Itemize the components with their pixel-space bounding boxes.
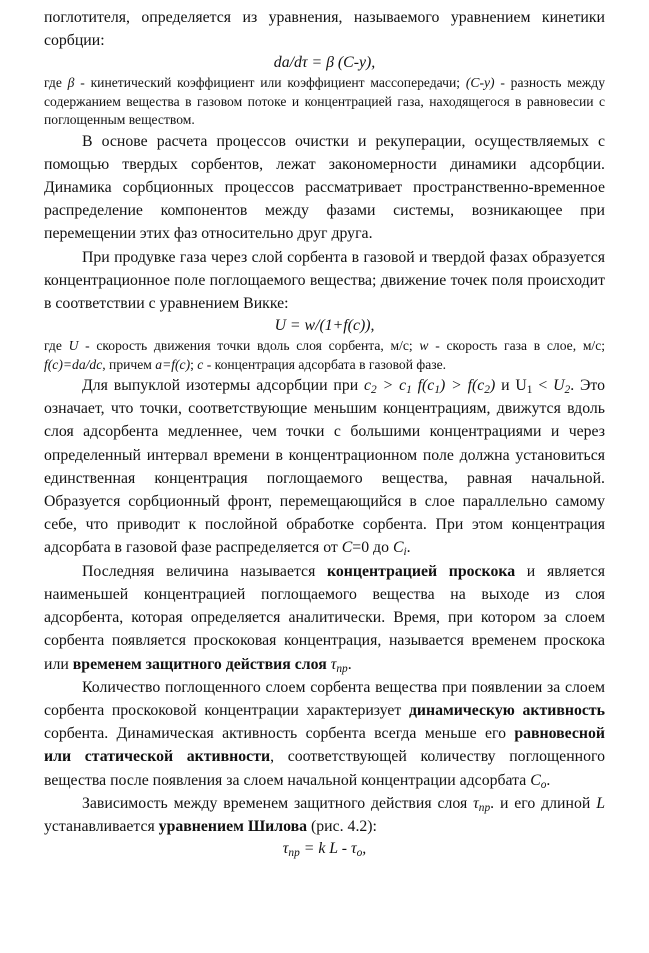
text-run: , причем: [102, 356, 156, 372]
text-run: β: [67, 75, 75, 91]
text-run: - скорость газа в слое, м/с;: [428, 338, 606, 354]
paragraph-dynamics: [44, 130, 605, 246]
text-run: Последняя величина называется: [82, 562, 328, 580]
paragraph-shilov: [44, 792, 605, 838]
text-run: Количество поглощенного слоем сорбента вещества при появлении за слоем сорбента проскоковой концентрации характеризует: [44, 678, 605, 719]
text-run: U: [68, 338, 79, 354]
bold-term: динамическую активность: [408, 701, 605, 719]
subscript: 1: [406, 384, 412, 397]
text-run: где: [44, 338, 69, 354]
text-run: <: [532, 377, 554, 395]
text-run: U = w/(1+f(c)),: [274, 317, 375, 335]
text-run: =0 до: [352, 539, 393, 557]
text-run: C: [341, 539, 353, 557]
text-run: τ: [330, 655, 337, 673]
text-run: устанавливается: [44, 817, 159, 835]
formula-shilov: [44, 838, 605, 860]
bold-term: временем защитного действия слоя: [72, 655, 327, 673]
text-run: L: [596, 794, 605, 812]
text-run: где: [44, 75, 68, 91]
text-run: и U: [495, 377, 527, 395]
text-run: ) > f(c: [440, 377, 485, 395]
text-run: , соответствующей количеству поглощенного вещества после появления за слоем начальной концентрации адсорбата: [44, 748, 605, 789]
paragraph-isotherm: [44, 374, 605, 560]
paragraph-kinetics-where: [44, 74, 605, 129]
text-run: c: [364, 377, 372, 395]
paragraph-intro-end: [44, 6, 605, 52]
subscript: 2: [484, 384, 490, 397]
text-run: Для выпуклой изотермы адсорбции при: [82, 377, 365, 395]
text-run: В основе расчета процессов очистки и рекуперации, осуществляемых с помощью твердых сорбентов, лежат закономерности динамики адсорбции. Динамика сорбционных процессов рассматривает пространственно-временное распределение компонентов между фазами системы, возникающее при перемещении этих фаз относительно друг друга.: [44, 132, 605, 243]
subscript: i: [403, 546, 407, 559]
text-run: f(c: [411, 377, 435, 395]
subscript: 2: [371, 384, 377, 397]
paragraph-concentration-field: [44, 246, 605, 316]
paragraph-dynamic-activity: [44, 676, 605, 792]
text-run: C: [392, 539, 404, 557]
text-run: .: [546, 771, 551, 789]
text-run: ,: [362, 840, 367, 858]
text-run: f(c)=da/dc: [44, 356, 103, 372]
bold-term: уравнением Шилова: [158, 817, 308, 835]
paragraph-wicke-where: [44, 337, 605, 374]
bold-term: концентрацией проскока: [327, 562, 516, 580]
text-run: - концентрация адсорбата в газовой фазе.: [203, 356, 447, 372]
bold-term: равновесной или статической активности: [44, 725, 605, 766]
text-run: C: [530, 771, 541, 789]
subscript: 1: [526, 384, 533, 397]
text-run: - разность между содержанием вещества в газовом потоке и концентрацией газа, находящегося в равновесии с поглощенным веществом.: [44, 75, 606, 128]
text-run: τ: [282, 840, 289, 858]
text-run: c: [399, 377, 407, 395]
text-run: a=f(c): [155, 356, 191, 372]
text-run: >: [376, 377, 400, 395]
formula-wicke: [44, 315, 605, 337]
text-run: ): [489, 377, 496, 395]
text-run: U: [553, 377, 565, 395]
text-run: При продувке газа через слой сорбента в газовой и твердой фазах образуется концентрационное поле поглощаемого вещества; движение точек поля происходит в соответствии с уравнением Викке:: [44, 248, 605, 313]
text-run: k L - τ: [318, 840, 357, 858]
subscript: 2: [564, 384, 571, 397]
text-run: (C-y): [465, 75, 495, 91]
subscript: пр: [336, 662, 348, 675]
text-run: .: [406, 539, 411, 557]
paragraph-breakthrough: [44, 560, 605, 676]
text-run: da/dτ = β (C-y),: [273, 54, 376, 72]
text-run: w: [419, 338, 429, 354]
subscript: 1: [434, 384, 440, 397]
subscript: o: [356, 847, 363, 860]
text-run: ;: [190, 356, 198, 372]
text-run: =: [299, 840, 319, 858]
text-run: сорбента. Динамическая активность сорбента всегда меньше его: [44, 725, 515, 743]
subscript: пр: [478, 801, 491, 814]
subscript: пр: [288, 847, 300, 860]
text-run: - кинетический коэффициент или коэффициент массопередачи;: [74, 75, 466, 91]
subscript: o: [540, 778, 547, 791]
text-run: .: [347, 655, 352, 673]
text-run: поглотителя, определяется из уравнения, называемого уравнением кинетики сорбции:: [44, 9, 605, 50]
text-run: - скорость движения точки вдоль слоя сорбента, м/с;: [78, 338, 420, 354]
text-run: . и его длиной: [490, 794, 597, 812]
formula-kinetics: [44, 52, 605, 74]
text-run: c: [197, 356, 204, 372]
text-run: Зависимость между временем защитного действия слоя: [82, 794, 474, 812]
text-run: (рис. 4.2):: [307, 817, 377, 835]
text-run: и является наименьшей концентрацией поглощаемого вещества на выходе из слоя адсорбента, которая определяется аналитически. Время, при котором за слоем сорбента появляется проскоковая концентрация, называется временем проскока или: [44, 562, 605, 673]
text-run: τ: [473, 794, 479, 812]
text-run: . Это означает, что точки, соответствующие меньшим концентрациям, движутся вдоль слоя адсорбента медленнее, чем точки с большими концентрациями и через определенный интервал времени в концентрационном поле должна установиться единственная концентрация поглощаемого вещества, равная начальной. Образуется сорбционный фронт, перемещающийся в слое параллельно самому себе, что приводит к послойной обработке сорбента. При этом концентрация адсорбата в газовой фазе распределяется от: [44, 377, 606, 557]
